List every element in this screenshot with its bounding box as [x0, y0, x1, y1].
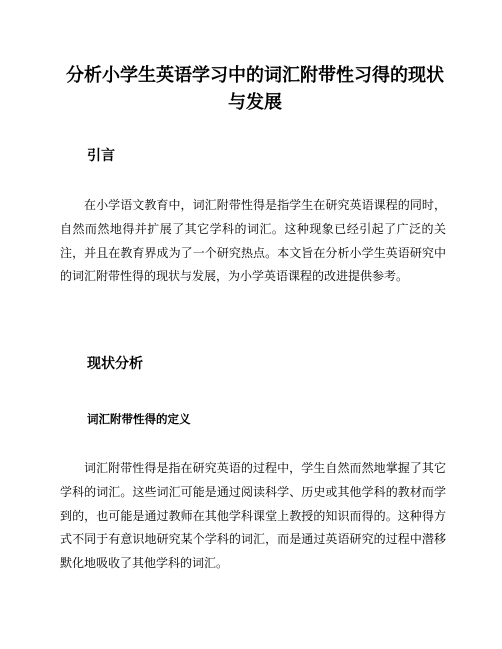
- definition-paragraph: 词汇附带性得是指在研究英语的过程中，学生自然而然地掌握了其它学科的词汇。这些词汇可能是通过阅读科学、历史或其他学科的教材而学到的，也可能是通过教师在其他学科课堂上教授的知识而得的。这种得方式不同于有意识地研究某个学科的词汇，而是通过英语研究的过程中潜移默化地吸收了其他学科的词汇。: [60, 461, 446, 571]
- subheading-definition: 词汇附带性得的定义: [87, 412, 191, 426]
- document-title: 分析小学生英语学习中的词汇附带性习得的现状与发展: [66, 65, 444, 113]
- section-heading-introduction: 引言: [87, 148, 115, 164]
- introduction-paragraph: 在小学语文教育中，词汇附带性得是指学生在研究英语课程的同时，自然而然地得并扩展了其它学科的词汇。这种现象已经引起了广泛的关注，并且在教育界成为了一个研究热点。本文旨在分析小学生英语研究中的词汇附带性得的现状与发展，为小学英语课程的改进提供参考。: [60, 198, 446, 284]
- section-heading-status-analysis: 现状分析: [87, 356, 143, 372]
